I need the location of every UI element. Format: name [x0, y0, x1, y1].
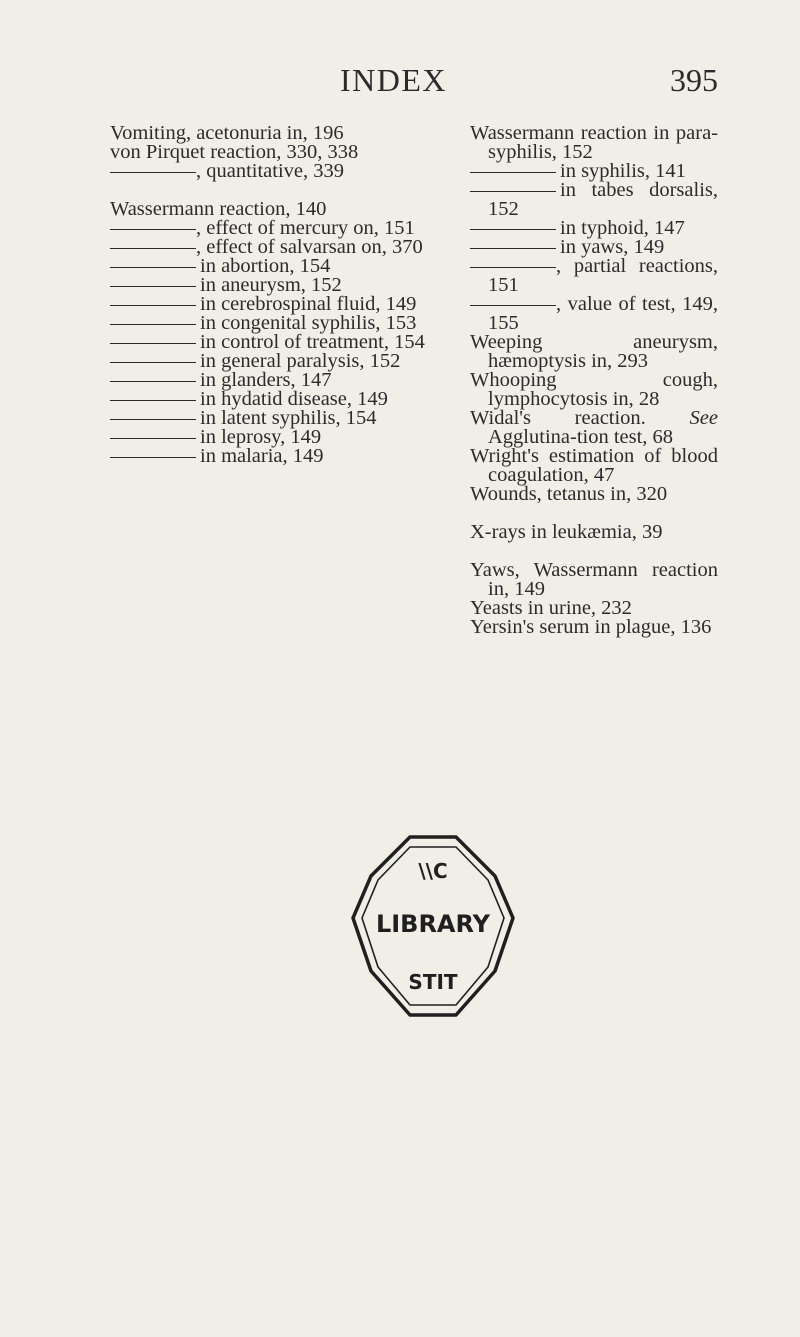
index-column-right [470, 124, 718, 637]
see-reference-target: Agglutina-tion test, 68 [488, 426, 674, 448]
ditto-dash [110, 419, 196, 420]
index-subentry: in latent syphilis, 154 [110, 409, 428, 428]
ditto-dash [470, 229, 556, 230]
index-subentry: in typhoid, 147 [470, 219, 718, 238]
page-number: 395 [670, 62, 718, 98]
index-subentry: , value of test, 149, 155 [470, 295, 718, 333]
ditto-dash [110, 229, 196, 230]
index-entry: Vomiting, acetonuria in, 196 [110, 122, 344, 144]
index-subentry: in leprosy, 149 [110, 428, 428, 447]
index-subentry: in cerebrospinal fluid, 149 [110, 295, 428, 314]
index-subentry: in syphilis, 141 [470, 162, 718, 181]
index-subentry: in tabes dorsalis, 152 [470, 181, 718, 219]
ditto-dash [470, 267, 556, 268]
index-entry: Wassermann reaction in para-syphilis, 152 [470, 122, 718, 163]
ditto-dash [110, 438, 196, 439]
ditto-dash [110, 324, 196, 325]
ditto-dash [470, 248, 556, 249]
ditto-dash [110, 362, 196, 363]
ditto-dash [470, 305, 556, 306]
index-entry: Yersin's serum in plague, 136 [470, 616, 712, 638]
ditto-dash [110, 172, 196, 173]
index-entry: X-rays in leukæmia, 39 [470, 521, 663, 543]
ditto-dash [110, 305, 196, 306]
index-entry: Whooping cough, lymphocytosis in, 28 [470, 369, 718, 410]
index-entry: Wassermann reaction, 140 [110, 198, 327, 220]
ditto-dash [110, 286, 196, 287]
page-header [0, 62, 800, 102]
stamp-top-text: \\C [418, 859, 448, 883]
stamp-bottom-text: STIT [408, 970, 458, 994]
index-subentry: , effect of mercury on, 151 [110, 219, 428, 238]
index-subentry: , quantitative, 339 [110, 162, 428, 181]
page-title: INDEX [340, 62, 448, 98]
index-subentry: in abortion, 154 [110, 257, 428, 276]
index-subentry: in control of treatment, 154 [110, 333, 428, 352]
index-entry: Yeasts in urine, 232 [470, 597, 632, 619]
index-subentry: in malaria, 149 [110, 447, 428, 466]
index-subentry: , partial reactions, 151 [470, 257, 718, 295]
ditto-dash [110, 343, 196, 344]
index-entry: Wright's estimation of blood coagulation, 47 [470, 445, 718, 486]
ditto-dash [110, 248, 196, 249]
index-subentry: in general paralysis, 152 [110, 352, 428, 371]
index-entry: Widal's reaction. See Agglutina-tion test, 68 [470, 407, 718, 448]
index-entry: von Pirquet reaction, 330, 338 [110, 141, 359, 163]
ditto-dash [470, 191, 556, 192]
index-subentry: in glanders, 147 [110, 371, 428, 390]
ditto-dash [470, 172, 556, 173]
index-entry: Weeping aneurysm, hæmoptysis in, 293 [470, 331, 718, 372]
index-subentry: in aneurysm, 152 [110, 276, 428, 295]
index-subentry: in yaws, 149 [470, 238, 718, 257]
ditto-dash [110, 457, 196, 458]
index-entry: Yaws, Wassermann reaction in, 149 [470, 559, 718, 600]
stamp-center-text: LIBRARY [375, 910, 491, 938]
index-subentry: in hydatid disease, 149 [110, 390, 428, 409]
ditto-dash [110, 381, 196, 382]
index-column-left [110, 124, 428, 466]
index-entry: Wounds, tetanus in, 320 [470, 483, 668, 505]
ditto-dash [110, 267, 196, 268]
ditto-dash [110, 400, 196, 401]
index-subentry: , effect of salvarsan on, 370 [110, 238, 428, 257]
see-reference-label: See [689, 407, 718, 429]
index-subentry: in congenital syphilis, 153 [110, 314, 428, 333]
library-stamp [350, 834, 516, 1018]
